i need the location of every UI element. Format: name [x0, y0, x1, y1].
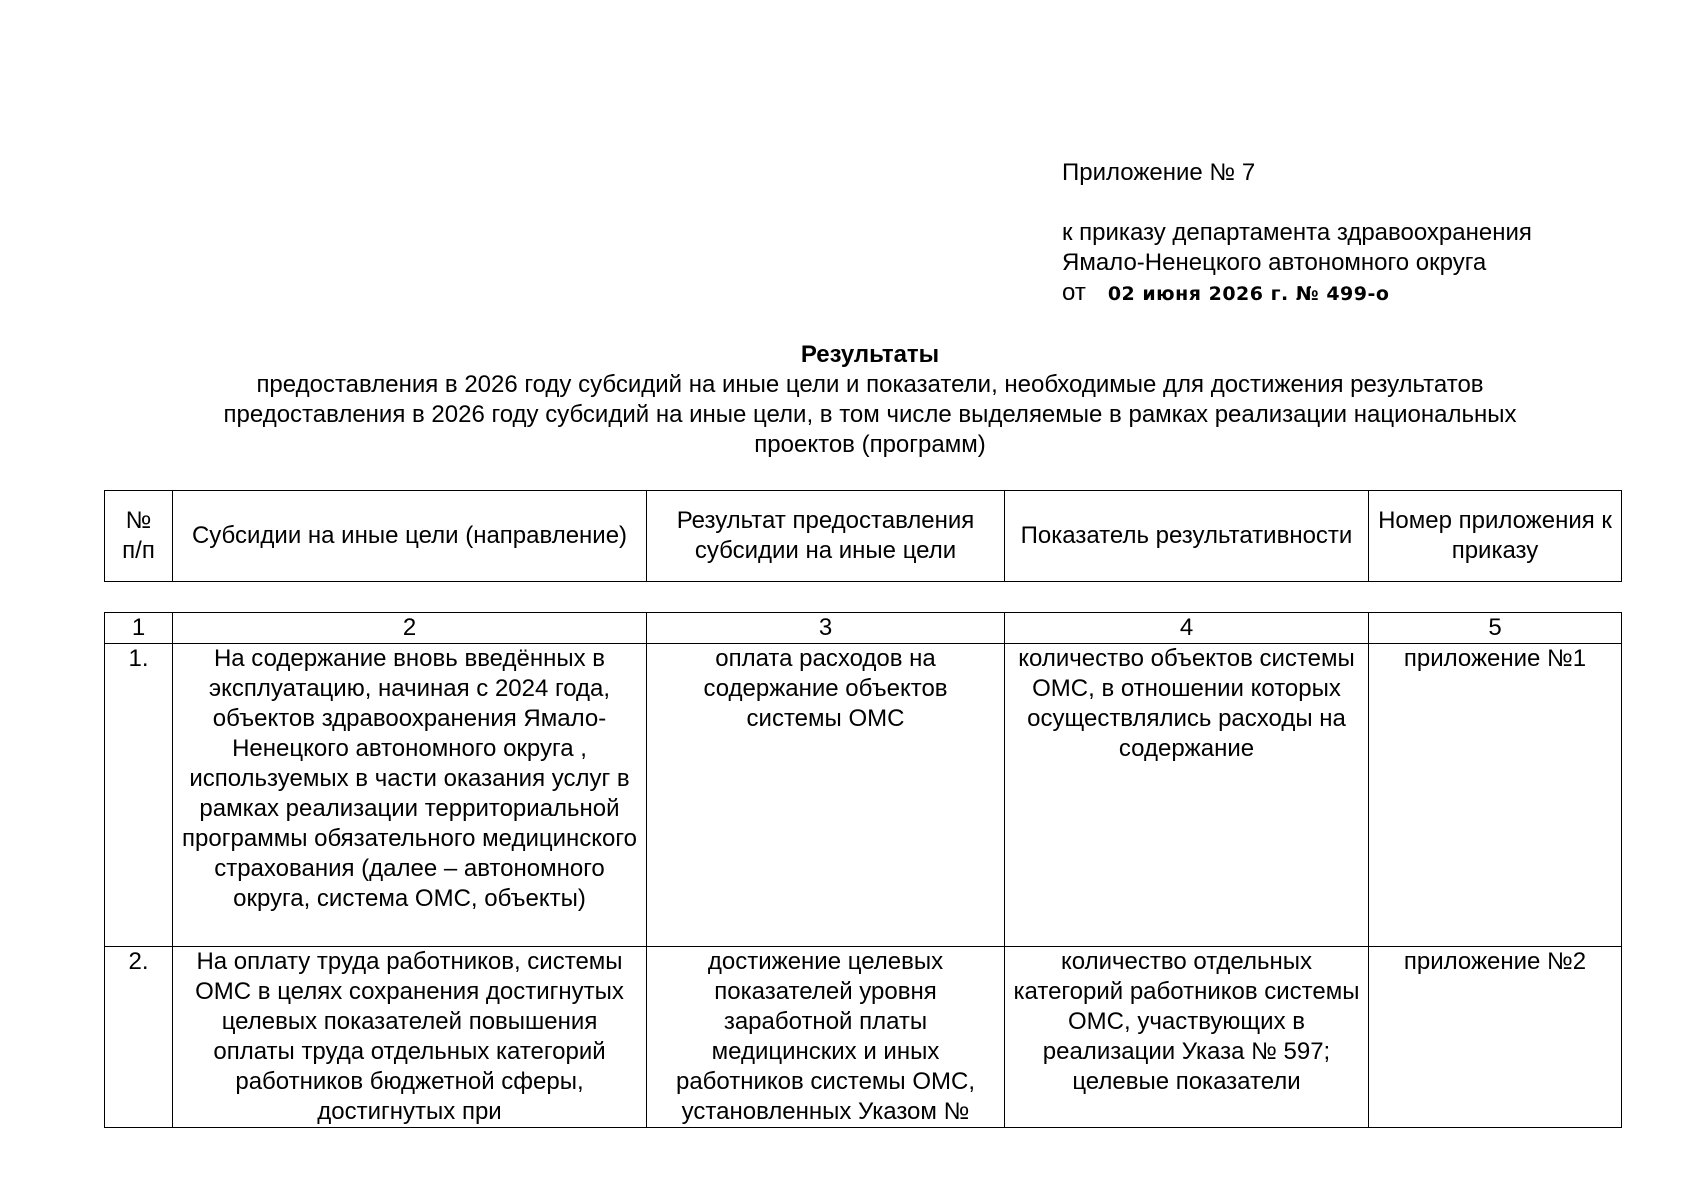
document-title — [100, 340, 1640, 460]
header-cell-result: Результат предоставления субсидии на иные цели — [647, 491, 1005, 582]
row-number: 2. — [105, 947, 173, 1128]
appendix-ref-cell: приложение №1 — [1369, 644, 1622, 947]
column-number: 4 — [1005, 613, 1369, 644]
date-stamp: 02 июня 2026 г. № 499-о — [1107, 283, 1390, 305]
subsidy-cell: На содержание вновь введённых в эксплуатацию, начиная с 2024 года, объектов здравоохранения Ямало-Ненецкого автономного округа , используемых в части оказания услуг в рамках реализации территориальной программы обязательного медицинского страхования (далее – автономного округа, система ОМС, объекты) — [173, 644, 647, 947]
header-row — [105, 491, 1622, 582]
column-number: 5 — [1369, 613, 1622, 644]
table-row — [105, 947, 1622, 1128]
header-table — [104, 490, 1622, 582]
date-prefix: от — [1062, 279, 1086, 306]
row-number: 1. — [105, 644, 173, 947]
table-row — [105, 644, 1622, 947]
result-cell: оплата расходов на содержание объектов системы ОМС — [647, 644, 1005, 947]
header-cell-indicator: Показатель результативности — [1005, 491, 1369, 582]
result-cell: достижение целевых показателей уровня заработной платы медицинских и иных работников системы ОМС, установленных Указом № — [647, 947, 1005, 1128]
appendix-order-line-1: к приказу департамента здравоохранения — [1062, 219, 1532, 246]
column-number: 3 — [647, 613, 1005, 644]
title-subtitle: предоставления в 2026 году субсидий на иные цели и показатели, необходимые для достижения результатов предоставления в 2026 году субсидий на иные цели, в том числе выделяемые в рамках реализации национальных проектов (программ) — [223, 371, 1517, 458]
column-number: 2 — [173, 613, 647, 644]
header-cell-subsidy: Субсидии на иные цели (направление) — [173, 491, 647, 582]
appendix-order-line-2: Ямало-Ненецкого автономного округа — [1062, 249, 1487, 276]
appendix-block — [1062, 158, 1682, 309]
indicator-cell: количество отдельных категорий работников системы ОМС, участвующих в реализации Указа № 597; целевые показатели — [1005, 947, 1369, 1128]
indicator-cell: количество объектов системы ОМС, в отношении которых осуществлялись расходы на содержание — [1005, 644, 1369, 947]
appendix-date-line — [1062, 278, 1682, 309]
column-number-row — [105, 613, 1622, 644]
appendix-number: Приложение № 7 — [1062, 159, 1256, 186]
subsidy-cell: На оплату труда работников, системы ОМС в целях сохранения достигнутых целевых показателей повышения оплаты труда отдельных категорий работников бюджетной сферы, достигнутых при — [173, 947, 647, 1128]
header-cell-appendix: Номер приложения к приказу — [1369, 491, 1622, 582]
header-cell-num: № п/п — [105, 491, 173, 582]
column-number: 1 — [105, 613, 173, 644]
appendix-ref-cell: приложение №2 — [1369, 947, 1622, 1128]
title-heading: Результаты — [800, 341, 940, 368]
data-table — [104, 612, 1622, 1128]
